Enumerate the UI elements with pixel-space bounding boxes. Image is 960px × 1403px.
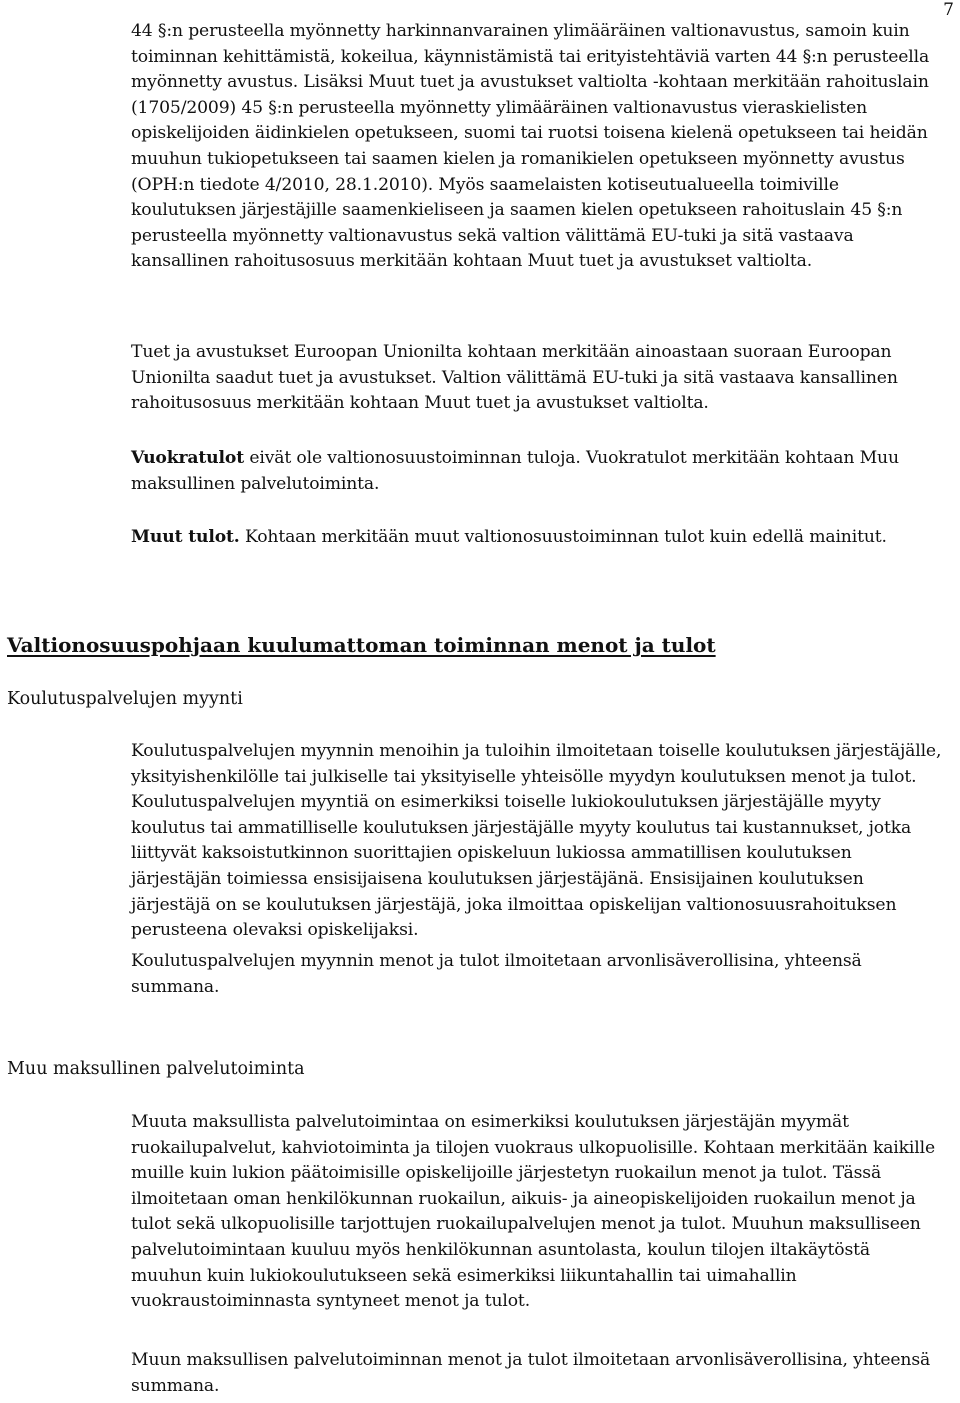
eu-support-paragraph: Tuet ja avustukset Euroopan Unionilta kohtaan merkitään ainoastaan suoraan Euroopan Unionilta saadut tuet ja avustukset. Valtion välittämä EU-tuki ja sitä vastaava kansallinen rahoitusosuus merkitään kohtaan Muut tuet ja avustukset valtiolta. bbox=[131, 342, 898, 414]
rent-income-text: eivät ole valtionosuustoiminnan tuloja. Vuokratulot merkitään kohtaan Muu maksullinen palvelutoiminta. bbox=[131, 448, 899, 494]
training-sales-paragraph-2: Koulutuspalvelujen myynnin menot ja tulot ilmoitetaan arvonlisäverollisina, yhteensä summana. bbox=[131, 951, 862, 997]
other-income-text: Kohtaan merkitään muut valtionosuustoiminnan tulot kuin edellä mainitut. bbox=[239, 527, 887, 547]
other-income-term: Muut tulot. bbox=[131, 527, 240, 547]
section-title: Valtionosuuspohjaan kuulumattoman toiminnan menot ja tulot bbox=[7, 633, 716, 657]
rent-income-term: Vuokratulot bbox=[131, 448, 245, 468]
training-sales-heading: Koulutuspalvelujen myynti bbox=[7, 689, 243, 709]
other-paid-services-heading: Muu maksullinen palvelutoiminta bbox=[7, 1059, 305, 1079]
other-income-paragraph bbox=[131, 525, 946, 551]
training-sales-paragraph-1: Koulutuspalvelujen myynnin menoihin ja tuloihin ilmoitetaan toiselle koulutuksen järjestäjälle, yksityishenkilölle tai julkiselle tai yksityiselle yhteisölle myydyn koulutuksen menot ja tulot. Koulutuspalvelujen myyntiä on esimerkiksi toiselle lukiokoulutuksen järjestäjälle myyty koulutus tai ammatilliselle koulutuksen järjestäjälle myyty koulutus tai kustannukset, jotka liittyvät kaksoistutkinnon suorittajien opiskeluun lukiossa ammatillisen koulutuksen järjestäjän toimiessa ensisijaisena koulutuksen järjestäjänä. Ensisijainen koulutuksen järjestäjä on se koulutuksen järjestäjä, joka ilmoittaa opiskelijan valtionosuusrahoituksen perusteena olevaksi opiskelijaksi. bbox=[131, 741, 942, 941]
rent-income-paragraph bbox=[131, 446, 946, 497]
other-paid-services-paragraph-1: Muuta maksullista palvelutoimintaa on esimerkiksi koulutuksen järjestäjän myymät ruokailupalvelut, kahviotoiminta ja tilojen vuokraus ulkopuolisille. Kohtaan merkitään kaikille muille kuin lukion päätoimisille opiskelijoille järjestetyn ruokailun menot ja tulot. Tässä ilmoitetaan oman henkilökunnan ruokailun, aikuis- ja aineopiskelijoiden ruokailun menot ja tulot sekä ulkopuolisille tarjottujen ruokailupalvelujen menot ja tulot. Muuhun maksulliseen palvelutoimintaan kuuluu myös henkilökunnan asuntolasta, koulun tilojen iltakäytöstä muuhun kuin lukiokoulutukseen sekä esimerkiksi liikuntahallin tai uimahallin vuokraustoiminnasta syntyneet menot ja tulot. bbox=[131, 1112, 935, 1312]
intro-paragraph: 44 §:n perusteella myönnetty harkinnanvarainen ylimääräinen valtionavustus, samoin kuin toiminnan kehittämistä, kokeilua, käynnistämistä tai erityistehtäviä varten 44 §:n perusteella myönnetty avustus. Lisäksi Muut tuet ja avustukset valtiolta -kohtaan merkitään rahoituslain (1705/2009) 45 §:n perusteella myönnetty ylimääräinen valtionavustus vieraskielisten opiskelijoiden äidinkielen opetukseen, suomi tai ruotsi toisena kielenä opetukseen tai heidän muuhun tukiopetukseen tai saamen kielen ja romanikielen opetukseen myönnetty avustus (OPH:n tiedote 4/2010, 28.1.2010). Myös saamelaisten kotiseutualueella toimiville koulutuksen järjestäjille saamenkieliseen ja saamen kielen opetukseen rahoituslain 45 §:n perusteella myönnetty valtionavustus sekä valtion välittämä EU-tuki ja sitä vastaava kansallinen rahoitusosuus merkitään kohtaan Muut tuet ja avustukset valtiolta. bbox=[131, 21, 930, 272]
page-number: 7 bbox=[943, 0, 954, 20]
other-paid-services-paragraph-2: Muun maksullisen palvelutoiminnan menot ja tulot ilmoitetaan arvonlisäverollisina, yhteensä summana. bbox=[131, 1350, 931, 1396]
